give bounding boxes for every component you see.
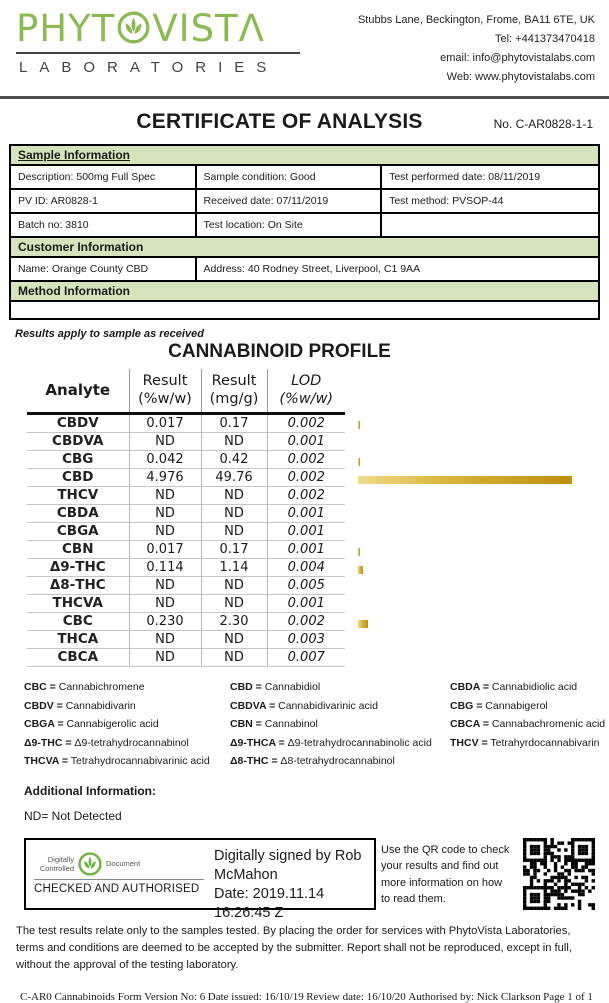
result-bar-cell	[345, 577, 577, 595]
cannabinoid-table	[27, 369, 577, 667]
legend-item: CBDV = Cannabidivarin	[24, 699, 136, 712]
empty-cell	[381, 213, 599, 237]
section-band	[10, 281, 599, 301]
analyte-cell: CBCA	[27, 649, 129, 667]
stamp-leaf-icon	[78, 852, 102, 876]
value-cell: 0.230	[129, 613, 201, 631]
value-cell: 0.001	[267, 433, 345, 451]
footer-item: Review date: 16/10/20	[306, 990, 406, 1003]
legend-item: THCVA = Tetrahydrocannabivarinic acid	[24, 755, 210, 767]
result-bar	[358, 566, 363, 574]
value-cell: ND	[129, 523, 201, 541]
phytovista-logo	[16, 7, 316, 87]
table-row	[27, 613, 577, 631]
value-cell: 0.007	[267, 649, 345, 667]
nd-note: ND= Not Detected	[24, 808, 122, 823]
legend-item: CBD = Cannabidiol	[230, 681, 321, 693]
value-cell: 2.30	[201, 613, 267, 631]
digital-signature-text	[206, 840, 374, 921]
page-title: CERTIFICATE OF ANALYSIS	[136, 110, 423, 133]
checked-authorised-label: CHECKED AND AUTHORISED	[34, 879, 204, 895]
results-note: Results apply to sample as received	[15, 328, 204, 340]
analyte-cell: Δ8-THC	[27, 577, 129, 595]
legend-item: Δ9-THC = Δ9-tetrahydrocannabinol	[24, 736, 189, 749]
legend-item: THCV = Tetrahyrdocannabivarin	[450, 736, 600, 749]
legend-item: CBDVA = Cannabidivarinic acid	[230, 699, 378, 712]
value-cell: 0.17	[201, 541, 267, 559]
result-bar	[358, 476, 572, 484]
value-cell: ND	[129, 505, 201, 523]
stamp-side-text	[34, 855, 74, 873]
analyte-cell: CBDV	[56, 415, 99, 431]
legend-item: Δ9-THCA = Δ9-tetrahydrocannabinolic acid	[230, 736, 432, 749]
result-bar-cell	[345, 613, 577, 631]
table-row	[27, 649, 577, 667]
table-row	[10, 165, 599, 189]
table-row	[27, 541, 577, 559]
value-cell: 0.002	[267, 613, 345, 631]
footer-item: Page 1 of 1	[543, 990, 593, 1003]
value-cell: ND	[129, 487, 201, 505]
table-row	[10, 189, 599, 213]
value-cell: ND	[201, 577, 267, 595]
result-bar-cell	[345, 595, 577, 613]
analyte-cell: CBC	[27, 613, 129, 631]
value-cell: ND	[129, 433, 201, 451]
test-performed-date: Test performed date: 08/11/2019	[381, 165, 599, 189]
section-band	[10, 237, 599, 257]
legend-item: CBCA = Cannabachromenic acid	[450, 718, 606, 730]
qr-code	[523, 838, 595, 910]
value-cell: 0.017	[129, 541, 201, 559]
result-bar-cell	[345, 433, 577, 451]
column-header: Result (mg/g)	[201, 369, 267, 414]
lab-phone: Tel: +441373470418	[494, 33, 595, 45]
cannabinoid-table-header	[27, 369, 577, 414]
table-row	[27, 469, 577, 487]
result-bar-cell	[345, 414, 577, 433]
value-cell: 0.001	[267, 541, 345, 559]
lab-address: Stubbs Lane, Beckington, Frome, BA11 6TE, UK	[357, 14, 595, 26]
legend-column	[24, 678, 230, 771]
lab-web: Web: www.phytovistalabs.com	[446, 71, 595, 83]
received-date: Received date: 07/11/2019	[196, 189, 382, 213]
table-row	[10, 257, 599, 281]
value-cell: ND	[201, 487, 267, 505]
value-cell: ND	[201, 631, 267, 649]
column-header: Result (%w/w)	[129, 369, 201, 414]
value-cell: ND	[129, 649, 201, 667]
brand-subtitle: LABORATORIES	[16, 52, 300, 76]
legend-item: Δ8-THC = Δ8-tetrahydrocannabinol	[230, 755, 395, 767]
brand-wordmark	[16, 7, 316, 50]
result-bar-cell	[345, 523, 577, 541]
footer-item: Authorised by: Nick Clarkson	[408, 990, 541, 1003]
value-cell: ND	[201, 505, 267, 523]
table-row	[27, 414, 577, 433]
sample-description: Description: 500mg Full Spec	[10, 165, 196, 189]
column-header: Analyte	[27, 369, 129, 414]
customer-information-heading: Customer Information	[18, 240, 144, 254]
result-bar-cell	[345, 631, 577, 649]
value-cell: 1.14	[201, 559, 267, 577]
table-row	[27, 559, 577, 577]
customer-address: Address: 40 Rodney Street, Liverpool, C1 9AA	[196, 257, 599, 281]
value-cell: 0.002	[267, 487, 345, 505]
sample-information-heading: Sample Information	[18, 148, 131, 162]
analyte-cell: CBN	[27, 541, 129, 559]
legend-item: CBN = Cannabinol	[230, 718, 318, 730]
result-bar-cell	[345, 541, 577, 559]
signature-box	[24, 838, 376, 921]
table-row	[27, 433, 577, 451]
value-cell: ND	[201, 523, 267, 541]
table-row	[10, 213, 599, 237]
value-cell: 0.114	[129, 559, 201, 577]
brand-text-right: VISTΛ	[152, 7, 265, 50]
title-row	[0, 110, 609, 137]
result-bar-cell	[345, 451, 577, 469]
legend-item: CBDA = Cannabidiolic acid	[450, 681, 578, 693]
value-cell: 49.76	[201, 469, 267, 487]
legend-item: CBG = Cannabigerol	[450, 699, 548, 712]
legend-item: CBGA = Cannabigerolic acid	[24, 718, 159, 730]
footer-item: C-AR0 Cannabinoids Form	[20, 990, 142, 1003]
qr-caption: Use the QR code to check your results and find out more information on how to read them.	[381, 843, 510, 905]
value-cell: 0.005	[267, 577, 345, 595]
document-footer	[20, 991, 593, 1003]
brand-text-left: PHYT	[16, 7, 116, 50]
table-row	[27, 487, 577, 505]
analyte-cell: THCA	[27, 631, 129, 649]
disclaimer-text: The test results relate only to the samples tested. By placing the order for services with PhytoVista Laboratories, terms and conditions are deemed to be accepted by the submitter. Report shall not be reproduced, except in full, without the approval of the testing laboratory.	[16, 924, 572, 971]
analyte-cell: CBGA	[27, 523, 129, 541]
column-header: LOD (%w/w)	[267, 369, 345, 414]
lab-contact-block	[358, 10, 595, 87]
value-cell: 0.042	[129, 451, 201, 469]
result-bar	[358, 458, 360, 466]
legend-column	[230, 678, 450, 771]
analyte-cell: CBDVA	[27, 433, 129, 451]
page-header	[0, 0, 609, 87]
value-cell: ND	[129, 595, 201, 613]
signature-row	[24, 838, 595, 921]
table-row	[27, 505, 577, 523]
legend-column	[450, 678, 609, 771]
method-information-heading: Method Information	[18, 284, 130, 298]
stamp-document-label: Document	[106, 859, 141, 868]
value-cell: 0.002	[267, 469, 345, 487]
stamp-logo-line	[34, 852, 204, 876]
result-bar-cell	[345, 649, 577, 667]
certificate-number: No. C-AR0828-1-1	[493, 117, 593, 131]
test-method: Test method: PVSOP-44	[381, 189, 599, 213]
value-cell: 0.001	[267, 505, 345, 523]
pv-id: PV ID: AR0828-1	[10, 189, 196, 213]
additional-information-heading: Additional Information:	[24, 783, 156, 798]
value-cell: 0.002	[267, 414, 345, 433]
lab-email: email: info@phytovistalabs.com	[440, 52, 595, 64]
abbreviation-legend	[24, 678, 609, 771]
value-cell: 0.001	[267, 523, 345, 541]
analyte-cell: CBG	[27, 451, 129, 469]
table-row	[10, 301, 599, 319]
footer-item: Version No: 6	[144, 990, 206, 1003]
test-location: Test location: On Site	[196, 213, 382, 237]
footer-item: Date issued: 16/10/19	[207, 990, 304, 1003]
result-bar-cell	[345, 469, 577, 487]
value-cell: 0.003	[267, 631, 345, 649]
result-bar	[358, 548, 360, 556]
value-cell: 0.004	[267, 559, 345, 577]
cannabinoid-profile-title: CANNABINOID PROFILE	[168, 341, 391, 362]
leaf-logo-icon	[117, 11, 150, 44]
stamp-controlled-label: Controlled	[39, 863, 74, 873]
bar-column	[345, 369, 577, 414]
value-cell: 0.001	[267, 595, 345, 613]
analyte-cell: Δ9-THC	[27, 559, 129, 577]
table-row	[27, 451, 577, 469]
analyte-cell: THCV	[27, 487, 129, 505]
signature-date: Date: 2019.11.14 16:26:45 Z	[214, 885, 325, 921]
header-divider	[0, 96, 609, 99]
customer-name: Name: Orange County CBD	[10, 257, 196, 281]
value-cell: ND	[129, 577, 201, 595]
value-cell: ND	[201, 433, 267, 451]
value-cell: ND	[129, 631, 201, 649]
analyte-cell: THCVA	[27, 595, 129, 613]
value-cell: 4.976	[129, 469, 201, 487]
value-cell: 0.17	[201, 414, 267, 433]
batch-no: Batch no: 3810	[10, 213, 196, 237]
result-bar	[358, 421, 360, 429]
table-row	[27, 595, 577, 613]
legend-item: CBC = Cannabichromene	[24, 681, 145, 693]
table-row	[27, 631, 577, 649]
value-cell: ND	[201, 649, 267, 667]
table-row	[27, 523, 577, 541]
result-bar-cell	[345, 487, 577, 505]
stamp-digitally-label: Digitally	[47, 854, 74, 864]
signed-by-text: Digitally signed by Rob McMahon	[214, 847, 362, 883]
controlled-document-stamp	[26, 840, 206, 908]
result-bar-cell	[345, 505, 577, 523]
value-cell: 0.002	[267, 451, 345, 469]
sample-condition: Sample condition: Good	[196, 165, 382, 189]
table-row	[27, 577, 577, 595]
analyte-cell: CBDA	[27, 505, 129, 523]
value-cell: 0.42	[201, 451, 267, 469]
result-bar-cell	[345, 559, 577, 577]
analyte-cell: CBD	[27, 469, 129, 487]
value-cell: ND	[201, 595, 267, 613]
value-cell: 0.017	[129, 414, 201, 433]
result-bar	[358, 620, 368, 628]
info-table	[9, 144, 600, 320]
section-band	[10, 145, 599, 165]
method-empty-cell	[10, 301, 599, 319]
